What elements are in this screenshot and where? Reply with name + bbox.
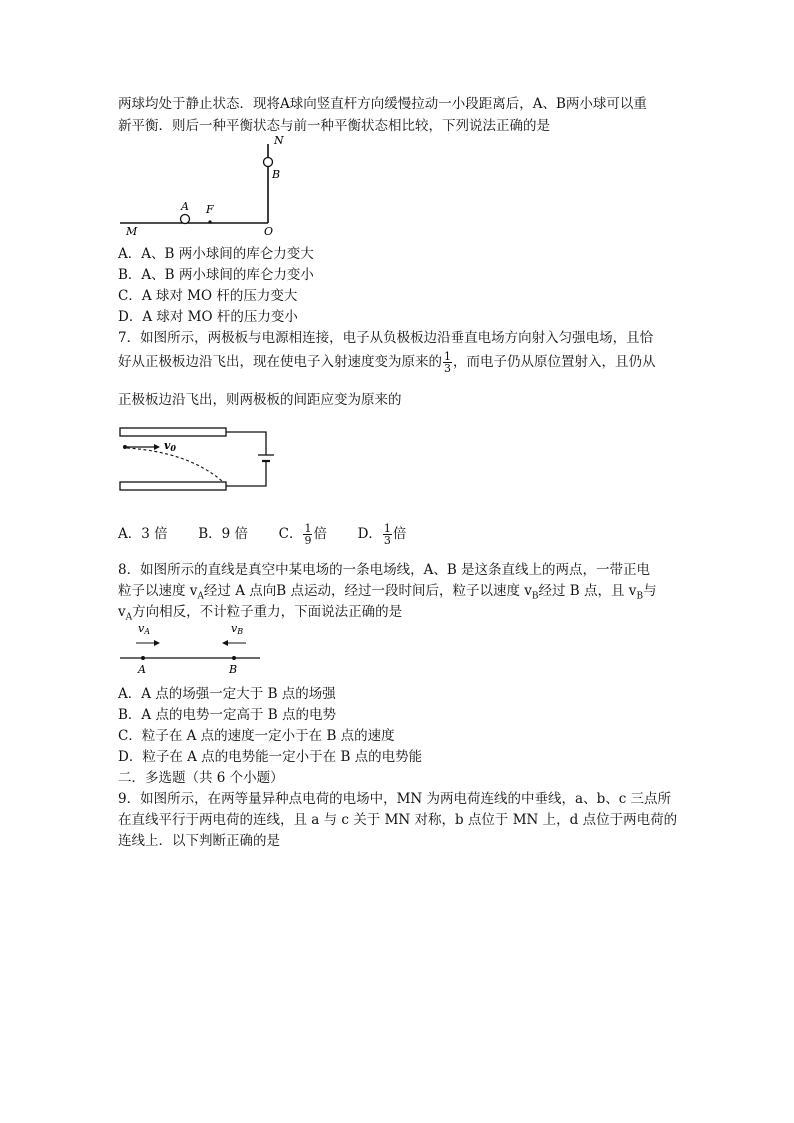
q8-text-line2: 粒子以速度 $v_A$经过 A 点向B 点运动，经过一段时间后，粒子以速度 $v_B$经过 B 点，且 $v_B$与: [118, 583, 657, 602]
q8-label-vb: vB: [231, 622, 244, 636]
q6-text-line1: 两球均处于静止状态．现将A球向竖直杆方向缓慢拉动一小段距离后，A、B两小球可以重: [118, 96, 647, 112]
q7-figure-capacitor: [118, 418, 283, 510]
q7-velocity-arrow-head: [154, 444, 160, 450]
q6-label-b: B: [272, 168, 281, 181]
q8-option-c: C．粒子在 A 点的速度一定小于在 B 点的速度: [118, 728, 395, 744]
q6-option-b: B．A、B 两小球间的库仑力变小: [118, 267, 314, 283]
q6-option-d: D．A 球对 MO 杆的压力变小: [118, 309, 298, 325]
q6-point-f: [208, 220, 211, 223]
q8-option-d: D．粒子在 A 点的电势能一定小于在 B 点的电势能: [118, 749, 423, 765]
q7-frac-num: 1: [444, 350, 451, 363]
q8-label-a: A: [138, 663, 146, 676]
q8-label-b: B: [229, 663, 238, 676]
q7-fraction: [443, 351, 452, 374]
q7-label-v: v0: [164, 439, 176, 453]
q6-ball-b: [264, 158, 273, 167]
q8-option-b: B．A 点的电势一定高于 B 点的电势: [118, 707, 336, 723]
q7-bottom-plate: [120, 482, 226, 490]
q9-text-line2: 在直线平行于两电荷的连线，且 a 与 c 关于 MN 对称，b 点位于 MN 上，d 点位于两电荷的: [118, 812, 678, 828]
q9-text-line1: 9．如图所示，在两等量异种点电荷的电场中，MN 为两电荷连线的中垂线，a、b、c 三点所: [118, 791, 672, 807]
q6-label-n: N: [274, 134, 284, 147]
q8-text-line3: $v_A$方向相反，不计粒子重力，下面说法正确的是: [118, 604, 403, 623]
q8-arrow-vb-head: [222, 640, 228, 646]
q8-arrow-va-head: [154, 640, 160, 646]
q6-label-f: F: [206, 203, 214, 216]
q6-label-a: A: [181, 200, 189, 213]
q7-wire-top: [226, 432, 266, 455]
q8-option-a: A．A 点的场强一定大于 B 点的场强: [118, 686, 336, 702]
q6-text-line2: 新平衡．则后一种平衡状态与前一种平衡状态相比较，下列说法正确的是: [118, 118, 550, 134]
q7-text-line3: 正极板边沿飞出，则两极板的间距应变为原来的: [118, 392, 402, 408]
q6-ball-a: [181, 215, 190, 224]
q7-text-line1: 7．如图所示，两极板与电源相连接，电子从负极板边沿垂直电场方向射入匀强电场，且恰: [118, 330, 654, 346]
q7-frac-den: 3: [444, 362, 451, 375]
q8-point-b: [232, 656, 236, 660]
q7-wire-bottom: [226, 461, 266, 486]
q7-option-c: C． $\frac{1}{9}$ 倍: [278, 522, 327, 547]
q7-electron: [123, 445, 127, 449]
q8-text-line1: 8．如图所示的直线是真空中某电场的一条电场线，A、B 是这条直线上的两点，一带正电: [118, 562, 651, 578]
q7-option-b: B．9 倍: [198, 526, 249, 542]
q7-top-plate: [120, 428, 226, 436]
q8-point-a: [141, 656, 145, 660]
q7-options: [118, 522, 406, 546]
q6-option-a: A．A、B 两小球间的库仑力变大: [118, 246, 314, 262]
q7-option-d: D． $\frac{1}{3}$ 倍: [357, 522, 407, 547]
section-title-multiple-choice: 二．多选题（共 6 个小题）: [118, 770, 284, 786]
q9-text-line3: 连线上．以下判断正确的是: [118, 833, 280, 849]
q6-option-c: C．A 球对 MO 杆的压力变大: [118, 288, 298, 304]
q7-text-line2: [118, 350, 656, 374]
q7-option-a: A．3 倍: [118, 526, 168, 542]
q6-label-o: O: [264, 225, 274, 238]
q8-figure-field-line: [118, 618, 263, 676]
q7-text-line2-b: ，而电子仍从原位置射入，且仍从: [453, 354, 656, 370]
q6-label-m: M: [126, 225, 138, 238]
q8-label-va: vA: [138, 622, 150, 636]
q7-text-line2-a: 好从正极板边沿飞出，现在使电子入射速度变为原来的: [118, 354, 442, 370]
q6-figure-rod-balls: [118, 134, 284, 238]
